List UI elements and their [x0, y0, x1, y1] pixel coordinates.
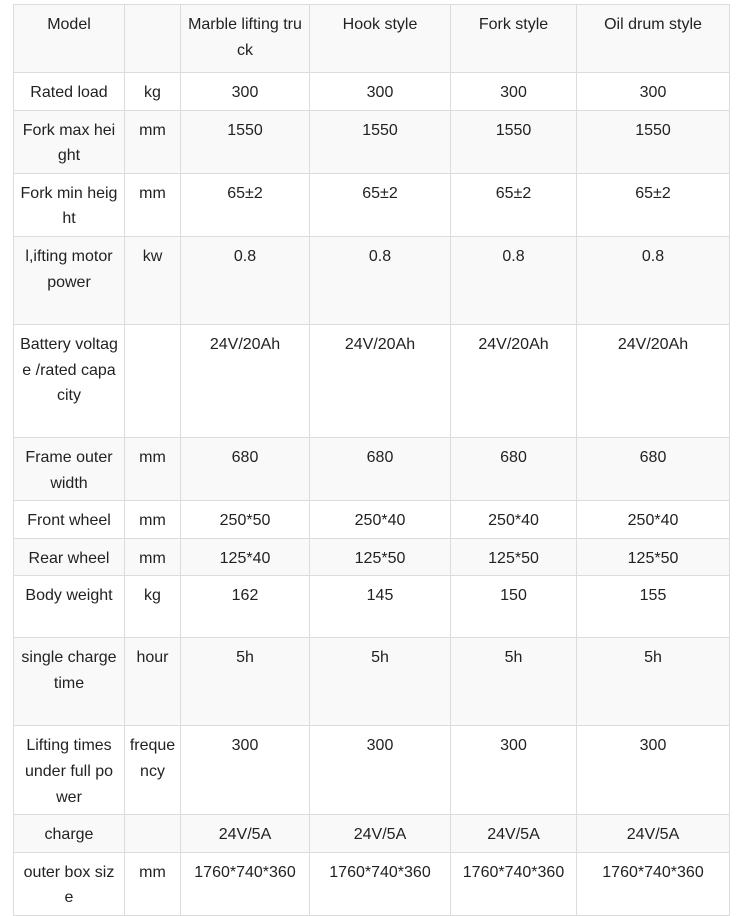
table-cell-unit: mm: [125, 501, 181, 539]
table-cell-hook-style: 0.8: [310, 236, 451, 324]
table-cell-marble-lifting-truck: 24V/20Ah: [181, 324, 310, 437]
header-cell-oil-drum-style: Oil drum style: [577, 5, 730, 73]
table-cell-oil-drum-style: 155: [577, 576, 730, 638]
table-cell-label: Frame outer width: [14, 437, 125, 500]
table-cell-oil-drum-style: 65±2: [577, 173, 730, 236]
header-cell-hook-style: Hook style: [310, 5, 451, 73]
spec-table: [13, 4, 730, 916]
table-cell-label: charge: [14, 815, 125, 853]
table-cell-fork-style: 65±2: [451, 173, 577, 236]
table-cell-hook-style: 250*40: [310, 501, 451, 539]
table-cell-hook-style: 680: [310, 437, 451, 500]
table-cell-hook-style: 145: [310, 576, 451, 638]
table-cell-unit: [125, 324, 181, 437]
table-cell-oil-drum-style: 300: [577, 726, 730, 815]
table-cell-oil-drum-style: 24V/20Ah: [577, 324, 730, 437]
table-cell-unit: mm: [125, 173, 181, 236]
table-row: [14, 638, 730, 726]
table-cell-unit: mm: [125, 538, 181, 576]
table-cell-label: Body weight: [14, 576, 125, 638]
table-cell-fork-style: 24V/5A: [451, 815, 577, 853]
table-row: [14, 538, 730, 576]
table-cell-marble-lifting-truck: 1760*740*360: [181, 852, 310, 915]
table-cell-marble-lifting-truck: 162: [181, 576, 310, 638]
table-cell-hook-style: 1550: [310, 110, 451, 173]
table-cell-fork-style: 150: [451, 576, 577, 638]
table-cell-oil-drum-style: 300: [577, 73, 730, 111]
table-cell-label: outer box size: [14, 852, 125, 915]
table-cell-marble-lifting-truck: 680: [181, 437, 310, 500]
table-cell-marble-lifting-truck: 5h: [181, 638, 310, 726]
table-cell-fork-style: 680: [451, 437, 577, 500]
table-cell-unit: kw: [125, 236, 181, 324]
table-cell-fork-style: 1550: [451, 110, 577, 173]
table-row: [14, 501, 730, 539]
table-cell-oil-drum-style: 125*50: [577, 538, 730, 576]
table-cell-label: Rated load: [14, 73, 125, 111]
table-row: [14, 236, 730, 324]
table-cell-label: l,ifting motor power: [14, 236, 125, 324]
table-cell-label: single charge time: [14, 638, 125, 726]
table-cell-hook-style: 24V/5A: [310, 815, 451, 853]
table-cell-hook-style: 1760*740*360: [310, 852, 451, 915]
table-cell-oil-drum-style: 250*40: [577, 501, 730, 539]
table-cell-label: Fork min height: [14, 173, 125, 236]
table-cell-fork-style: 5h: [451, 638, 577, 726]
header-cell-model: Model: [14, 5, 125, 73]
table-cell-marble-lifting-truck: 125*40: [181, 538, 310, 576]
table-cell-fork-style: 1760*740*360: [451, 852, 577, 915]
table-cell-unit: mm: [125, 437, 181, 500]
table-cell-oil-drum-style: 1760*740*360: [577, 852, 730, 915]
table-cell-hook-style: 300: [310, 726, 451, 815]
table-cell-oil-drum-style: 0.8: [577, 236, 730, 324]
table-cell-label: Battery voltage /rated capacity: [14, 324, 125, 437]
table-row: [14, 324, 730, 437]
table-cell-fork-style: 250*40: [451, 501, 577, 539]
table-cell-fork-style: 24V/20Ah: [451, 324, 577, 437]
table-cell-marble-lifting-truck: 1550: [181, 110, 310, 173]
table-cell-hook-style: 5h: [310, 638, 451, 726]
table-row: [14, 815, 730, 853]
table-cell-marble-lifting-truck: 300: [181, 726, 310, 815]
table-cell-unit: mm: [125, 110, 181, 173]
table-cell-label: Front wheel: [14, 501, 125, 539]
table-cell-unit: [125, 815, 181, 853]
table-row: [14, 576, 730, 638]
table-cell-fork-style: 0.8: [451, 236, 577, 324]
header-cell-unit: [125, 5, 181, 73]
header-cell-marble-lifting-truck: Marble lifting truck: [181, 5, 310, 73]
table-cell-unit: frequency: [125, 726, 181, 815]
table-cell-label: Rear wheel: [14, 538, 125, 576]
table-cell-hook-style: 65±2: [310, 173, 451, 236]
table-cell-unit: hour: [125, 638, 181, 726]
table-cell-marble-lifting-truck: 300: [181, 73, 310, 111]
table-row: [14, 726, 730, 815]
table-row: [14, 110, 730, 173]
table-cell-unit: kg: [125, 73, 181, 111]
table-row: [14, 73, 730, 111]
table-cell-fork-style: 300: [451, 73, 577, 111]
table-cell-hook-style: 24V/20Ah: [310, 324, 451, 437]
table-row: [14, 437, 730, 500]
table-cell-fork-style: 300: [451, 726, 577, 815]
table-cell-label: Lifting times under full power: [14, 726, 125, 815]
table-row: [14, 173, 730, 236]
table-cell-oil-drum-style: 24V/5A: [577, 815, 730, 853]
table-cell-unit: mm: [125, 852, 181, 915]
table-row: [14, 852, 730, 915]
table-cell-marble-lifting-truck: 250*50: [181, 501, 310, 539]
table-cell-oil-drum-style: 680: [577, 437, 730, 500]
table-header-row: [14, 5, 730, 73]
table-cell-fork-style: 125*50: [451, 538, 577, 576]
table-cell-unit: kg: [125, 576, 181, 638]
table-cell-hook-style: 300: [310, 73, 451, 111]
table-cell-marble-lifting-truck: 0.8: [181, 236, 310, 324]
header-cell-fork-style: Fork style: [451, 5, 577, 73]
table-cell-marble-lifting-truck: 24V/5A: [181, 815, 310, 853]
table-cell-oil-drum-style: 1550: [577, 110, 730, 173]
table-cell-oil-drum-style: 5h: [577, 638, 730, 726]
table-cell-marble-lifting-truck: 65±2: [181, 173, 310, 236]
table-cell-hook-style: 125*50: [310, 538, 451, 576]
spec-table-body: [14, 5, 730, 916]
table-cell-label: Fork max height: [14, 110, 125, 173]
